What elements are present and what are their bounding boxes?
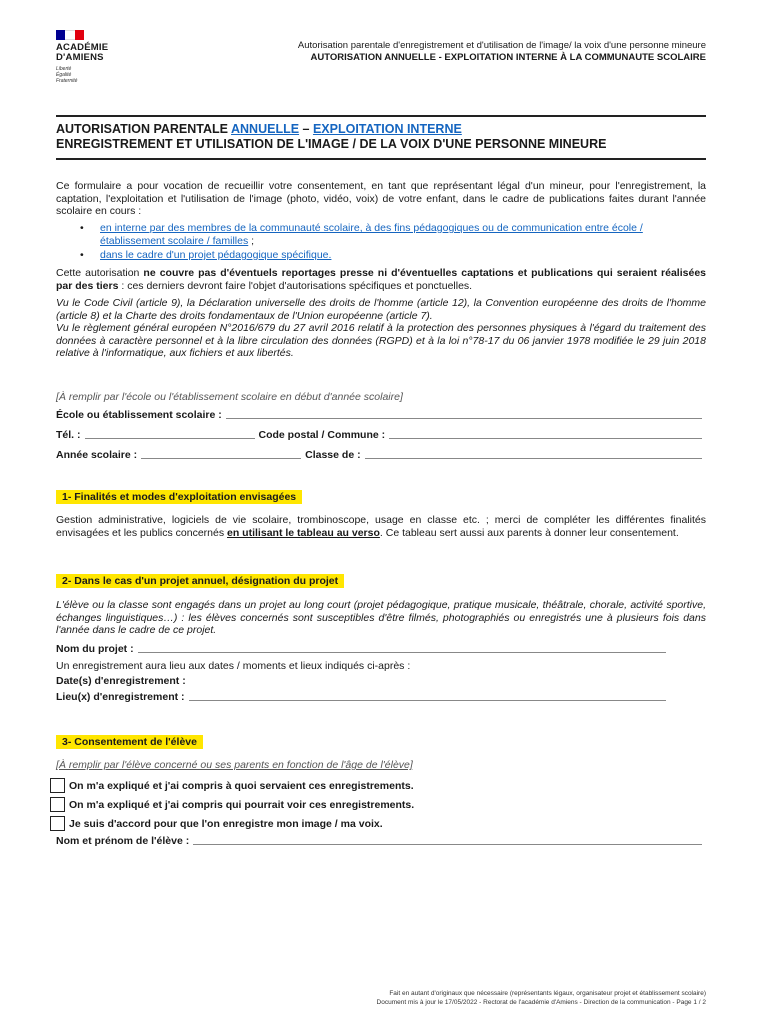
year-class-row: [56, 448, 706, 462]
bullet-project-link[interactable]: dans le cadre d'un projet pédagogique spécifique.: [100, 249, 332, 261]
section2-heading: 2- Dans le cas d'un projet annuel, désignation du projet: [56, 574, 344, 588]
footer-line2: Document mis à jour le 17/05/2022 - Rectorat de l'académie d'Amiens - Direction de la communication - Page 1 / 2: [376, 999, 706, 1006]
dates-row: [56, 674, 706, 688]
french-flag-icon: [56, 30, 84, 40]
consent-audience-label: On m'a expliqué et j'ai compris qui pourrait voir ces enregistrements.: [69, 798, 415, 811]
title-prefix: AUTORISATION PARENTALE: [56, 122, 231, 136]
footer-line1: Fait en autant d'originaux que nécessaire (représentants légaux, organisateur projet et établissement scolaire): [389, 990, 706, 997]
notice-paragraph: [56, 267, 706, 292]
postal-field[interactable]: [389, 438, 702, 439]
title-line2: ENREGISTREMENT ET UTILISATION DE L'IMAGE / DE LA VOIX D'UNE PERSONNE MINEURE: [56, 137, 607, 151]
project-label: Nom du projet :: [56, 643, 134, 655]
document-footer: [377, 989, 706, 1007]
title-rule: [56, 158, 706, 160]
section1-text-end: . Ce tableau sert aussi aux parents à donner leur consentement.: [379, 526, 679, 539]
consent-check-audience: [50, 797, 414, 812]
section1-text-start: Gestion administrative, logiciels de vie scolaire, trombinoscope, usage en classe etc. ; merci de compléter les différentes finalités envisagées et les publics concernés: [56, 514, 706, 539]
places-field-row: [56, 690, 706, 704]
bullet-internal-link[interactable]: en interne par des membres de la communauté scolaire, à des fins pédagogiques ou de communication entre école / établissement scolaire / familles: [100, 222, 643, 247]
school-field[interactable]: [226, 418, 702, 419]
school-label: École ou établissement scolaire :: [56, 409, 222, 421]
project-field-row: [56, 642, 706, 656]
section1-heading: 1- Finalités et modes d'exploitation envisagées: [56, 490, 302, 504]
motto-egalite: Égalité: [56, 72, 72, 78]
notice-start: Cette autorisation: [56, 267, 144, 279]
student-name-row: [56, 834, 706, 848]
motto-fraternite: Fraternité: [56, 78, 78, 84]
places-field[interactable]: [189, 700, 666, 701]
checkbox-purpose[interactable]: [50, 778, 65, 793]
places-label: Lieu(x) d'enregistrement :: [56, 691, 185, 703]
document-header: [298, 40, 706, 64]
title-exploitation: EXPLOITATION INTERNE: [312, 122, 462, 136]
dates-label: Date(s) d'enregistrement :: [56, 675, 186, 687]
section1-verso-link: en utilisant le tableau au verso: [227, 526, 380, 539]
recording-text: Un enregistrement aura lieu aux dates / moments et lieux indiqués ci-après :: [56, 660, 411, 672]
title-dash: –: [299, 122, 313, 136]
logo-motto: [56, 66, 126, 84]
intro-paragraph: Ce formulaire a pour vocation de recueillir votre consentement, en tant que représentant légal d'un mineur, pour l'enregistrement, la captation, l'exploitation et l'utilisation de l'image (photo, vidéo, voix) de votre enfant, dans le cadre de publications faites durant l'année scolaire en cours :: [56, 180, 706, 217]
checkbox-agree[interactable]: [50, 816, 65, 831]
consent-purpose-label: On m'a expliqué et j'ai compris à quoi servaient ces enregistrements.: [69, 779, 414, 792]
section3-note: [À remplir par l'élève concerné ou ses parents en fonction de l'âge de l'élève]: [56, 759, 413, 771]
legal-paragraph-2: Vu le règlement général européen N°2016/679 du 27 avril 2016 relatif à la protection des personnes physiques à l'égard du traitement des données à caractère personnel et à la libre circulation des données (RGPD) et à la loi n°78-17 du 06 janvier 1978 modifiée le 29 juin 2018 relative à l'informatique, aux fichiers et aux libertés.: [56, 322, 706, 359]
tel-field[interactable]: [85, 438, 255, 439]
project-field[interactable]: [138, 652, 666, 653]
document-title: [56, 122, 606, 152]
header-line2: AUTORISATION ANNUELLE - EXPLOITATION INTERNE À LA COMMUNAUTE SCOLAIRE: [310, 52, 706, 63]
student-name-label: Nom et prénom de l'élève :: [56, 835, 190, 847]
section1-text: [56, 514, 706, 539]
motto-liberte: Liberté: [56, 66, 72, 72]
section3-heading: 3- Consentement de l'élève: [56, 735, 203, 749]
school-form-note: [À remplir par l'école ou l'établissement scolaire en début d'année scolaire]: [56, 391, 403, 403]
logo-name-line2: D'AMIENS: [56, 52, 104, 63]
bullet-internal: • en interne par des membres de la communauté scolaire, à des fins pédagogiques ou de communication entre école / établissement scolaire / familles ;: [80, 222, 643, 247]
consent-check-agree: [50, 816, 383, 831]
tel-label: Tél. :: [56, 429, 81, 441]
checkbox-audience[interactable]: [50, 797, 65, 812]
intro-bullets: [80, 222, 706, 262]
notice-end: : ces derniers devront faire l'objet d'autorisations spécifiques et ponctuelles.: [118, 279, 473, 292]
logo-name-line1: ACADÉMIE: [56, 42, 109, 53]
class-label: Classe de :: [305, 449, 361, 461]
tel-postal-row: [56, 428, 706, 442]
legal-paragraph-1: Vu le Code Civil (article 9), la Déclaration universelle des droits de l'homme (article 12), la Convention européenne des droits de l'homme (article 8) et la Charte des droits fondamentaux de l'Union européenne (article 7).: [56, 297, 706, 322]
header-line1: Autorisation parentale d'enregistrement et d'utilisation de l'image/ la voix d'une personne mineure: [297, 40, 706, 51]
postal-label: Code postal / Commune :: [258, 429, 386, 441]
title-annuelle: ANNUELLE: [231, 122, 300, 136]
notice-bold: ne couvre pas d'éventuels reportages presse ni d'éventuelles captations et publications qui seraient réalisées par des tiers: [56, 267, 706, 292]
school-field-row: [56, 408, 706, 422]
class-field[interactable]: [365, 458, 702, 459]
year-field[interactable]: [141, 458, 301, 459]
bullet-project: • dans le cadre d'un projet pédagogique spécifique.: [80, 249, 332, 261]
student-name-field[interactable]: [193, 844, 702, 845]
top-rule: [56, 115, 706, 117]
bullet-internal-tail: ;: [248, 234, 255, 247]
consent-check-purpose: [50, 778, 414, 793]
section2-text: L'élève ou la classe sont engagés dans un projet au long court (projet pédagogique, pratique musicale, théâtrale, chorale, activité sportive, échanges linguistiques…) : les élèves concernés sont susceptibles d'être filmés, photographiés ou enregistrés une à plusieurs fois dans l'année dans le cadre de ce projet.: [56, 599, 706, 636]
consent-agree-label: Je suis d'accord pour que l'on enregistre mon image / ma voix.: [69, 817, 383, 830]
year-label: Année scolaire :: [56, 449, 138, 461]
academy-logo: [56, 30, 126, 84]
